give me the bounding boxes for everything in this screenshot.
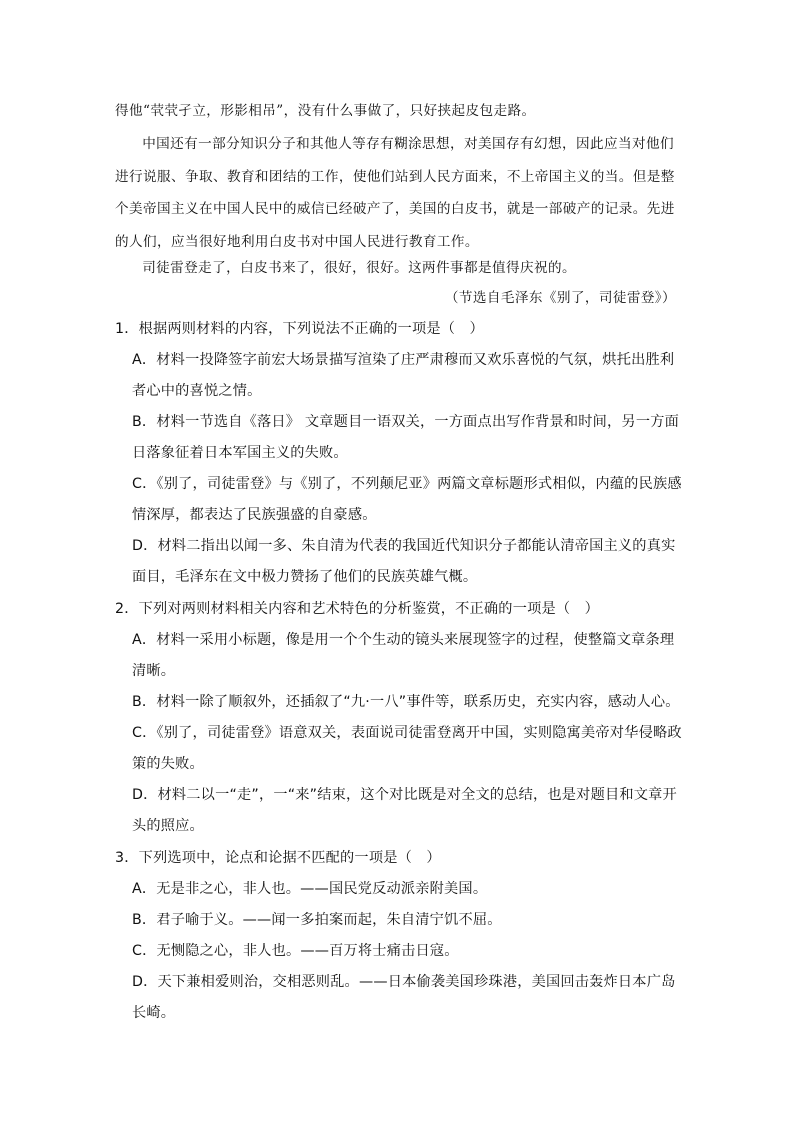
question-3-option-b: B．君子喻于义。——闻一多拍案而起，朱自清宁饥不屈。: [132, 912, 502, 928]
passage-paragraph-3: 司徒雷登走了，白皮书来了，很好，很好。这两件事都是值得庆祝的。: [142, 260, 576, 276]
question-2-option-a: A．材料一采用小标题，像是用一个个生动的镜头来展现签字的过程，使整篇文章条理清晰。: [132, 632, 675, 679]
passage-paragraph-1: 得他“茕茕孑立，形影相吊”，没有什么事做了，只好挟起皮包走路。: [115, 103, 536, 119]
question-3-option-c: C．无恻隐之心，非人也。——百万将士痛击日寇。: [132, 943, 459, 959]
question-2-option-d: D．材料二以一“走”，一“来”结束，这个对比既是对全文的总结，也是对题目和文章开头的照应。: [132, 787, 677, 834]
question-1-option-c: C．《别了，司徒雷登》与《别了，不列颠尼亚》两篇文章标题形式相似，内蕴的民族感情深厚，都表达了民族强盛的自豪感。: [132, 476, 682, 523]
question-3-option-a: A．无是非之心，非人也。——国民党反动派亲附美国。: [132, 881, 488, 897]
question-3-stem: 3．下列选项中，论点和论据不匹配的一项是（ ）: [115, 850, 441, 866]
question-2-stem: 2．下列对两则材料相关内容和艺术特色的分析鉴赏，不正确的一项是（ ）: [115, 601, 600, 617]
passage-source: （节选自毛泽东《别了，司徒雷登》）: [444, 290, 676, 306]
question-1-option-a: A．材料一投降签字前宏大场景描写渲染了庄严肃穆而又欢乐喜悦的气氛，烘托出胜利者心中的喜悦之情。: [132, 352, 675, 399]
question-2-option-c: C．《别了，司徒雷登》语意双关，表面说司徒雷登离开中国，实则隐寓美帝对华侵略政策的失败。: [132, 725, 682, 772]
question-1-option-d: D．材料二指出以闻一多、朱自清为代表的我国近代知识分子都能认清帝国主义的真实面目，毛泽东在文中极力赞扬了他们的民族英雄气概。: [132, 538, 676, 585]
question-1-option-b: B．材料一节选自《落日》 文章题目一语双关，一方面点出写作背景和时间，另一方面日落象征着日本军国主义的失败。: [132, 414, 679, 461]
question-2-option-b: B．材料一除了顺叙外，还插叙了“九·一八”事件等，联系历史，充实内容，感动人心。: [132, 694, 680, 710]
question-3-option-d: D．天下兼相爱则治，交相恶则乱。——日本偷袭美国珍珠港，美国回击轰炸日本广岛长崎。: [132, 974, 676, 1021]
question-1-stem: 1．根据两则材料的内容，下列说法不正确的一项是（ ）: [115, 321, 484, 337]
passage-paragraph-2: 中国还有一部分知识分子和其他人等存有糊涂思想，对美国存有幻想，因此应当对他们进行说服、争取、教育和团结的工作，使他们站到人民方面来，不上帝国主义的当。但是整个美帝国主义在中国人民中的威信已经破产了，美国的白皮书，就是一部破产的记录。先进的人们，应当很好地利用白皮书对中国人民进行教育工作。: [115, 136, 675, 250]
